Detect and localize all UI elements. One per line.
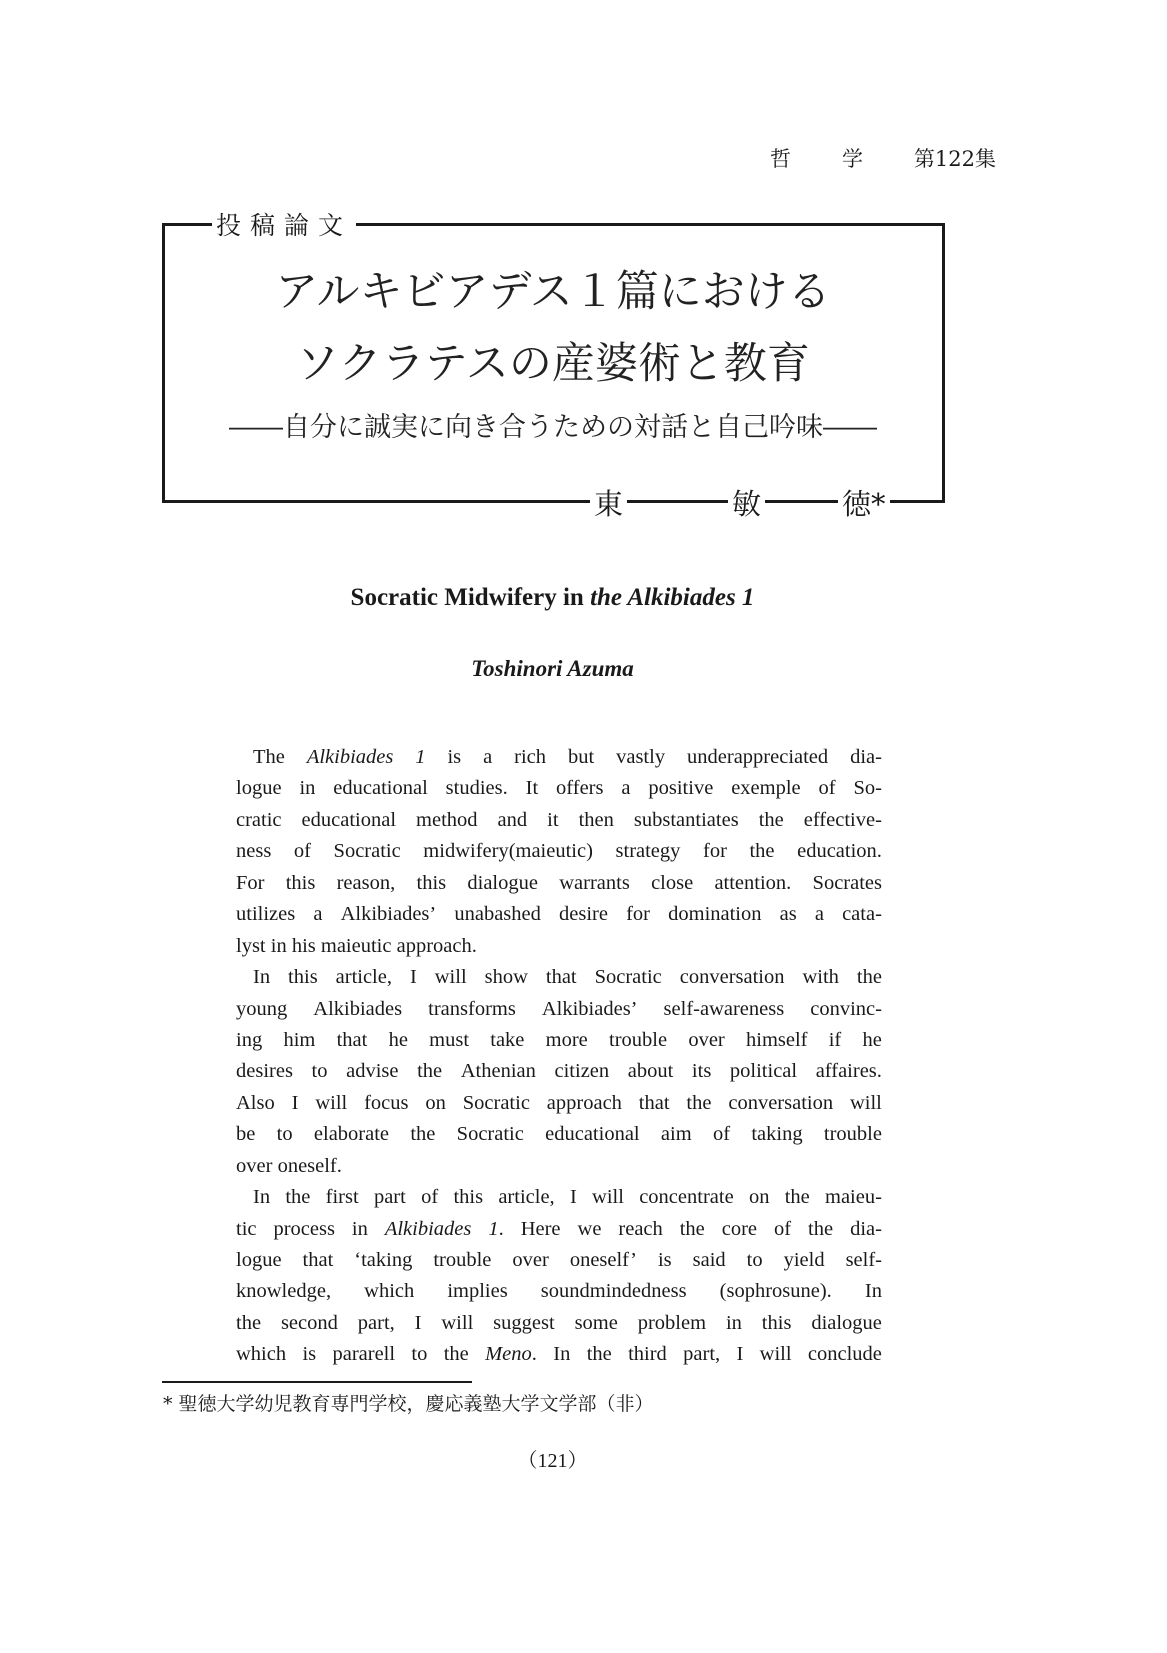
- word: suggest: [493, 1311, 555, 1334]
- word: as: [779, 903, 797, 926]
- text-line: [236, 742, 882, 773]
- word: the: [285, 1186, 311, 1209]
- word: himself: [746, 1028, 808, 1051]
- subtitle: ――自分に誠実に向き合うための対話と自己吟味――: [229, 412, 877, 443]
- word: the: [410, 1123, 436, 1146]
- word: in: [351, 1217, 368, 1240]
- word: this: [288, 966, 318, 989]
- word: must: [429, 1028, 470, 1051]
- word: reach: [618, 1217, 663, 1240]
- word: aim: [660, 1123, 692, 1146]
- word: to: [276, 1123, 293, 1146]
- word: Socratic: [594, 966, 662, 989]
- word: more: [545, 1028, 588, 1051]
- word: article,: [335, 966, 392, 989]
- word: this: [453, 1186, 484, 1209]
- word: which: [364, 1280, 415, 1303]
- text-line: [236, 1308, 882, 1339]
- word: show: [484, 966, 528, 989]
- word: a: [621, 777, 631, 800]
- word: on: [425, 1091, 446, 1114]
- word: desires: [236, 1060, 293, 1083]
- word: take: [490, 1028, 525, 1051]
- word: So-: [853, 777, 882, 800]
- word: method: [416, 808, 478, 831]
- word: in: [299, 777, 316, 800]
- word: if: [828, 1028, 842, 1051]
- text-line: [236, 1119, 882, 1150]
- text-line: [236, 1056, 882, 1087]
- word: attention.: [714, 871, 792, 894]
- word: rich: [514, 746, 547, 768]
- word: implies: [447, 1280, 508, 1303]
- text-line: [236, 836, 882, 867]
- english-title: [0, 584, 1105, 612]
- word: article,: [498, 1186, 555, 1209]
- word: strategy: [615, 840, 681, 863]
- journal-volume: 第122集: [913, 147, 996, 171]
- word: education.: [797, 840, 882, 863]
- word: process: [273, 1217, 335, 1240]
- word: conversation: [728, 1091, 834, 1114]
- journal-name-1: 哲: [770, 147, 791, 171]
- word: that: [302, 1249, 334, 1271]
- word: part,: [357, 1311, 395, 1334]
- word: lyst: [236, 934, 266, 957]
- word: self-: [845, 1249, 882, 1271]
- word: trouble: [609, 1028, 668, 1051]
- word: dialogue: [467, 871, 538, 894]
- word: about: [627, 1060, 674, 1083]
- word: young: [236, 997, 288, 1020]
- title-line-2: ソクラテスの産婆術と教育: [296, 339, 810, 389]
- word: advise: [346, 1060, 399, 1083]
- word: that: [336, 1028, 368, 1051]
- word: educational: [301, 808, 397, 831]
- word: of: [293, 840, 311, 863]
- word: (sophrosune).: [719, 1280, 832, 1303]
- word: focus: [364, 1091, 409, 1114]
- word: ‘taking: [354, 1249, 413, 1271]
- word: cata-: [842, 903, 882, 926]
- word: approach.: [396, 934, 477, 957]
- word: I: [414, 1311, 422, 1334]
- word: the: [856, 966, 882, 989]
- word: part: [373, 1186, 406, 1209]
- word: the: [784, 1186, 810, 1209]
- word: domination: [668, 903, 762, 926]
- word: will: [759, 1343, 792, 1366]
- word: trouble: [433, 1249, 492, 1271]
- word: Athenian: [460, 1060, 536, 1083]
- word: taking: [751, 1123, 803, 1146]
- word: will: [315, 1091, 348, 1114]
- word: will: [849, 1091, 882, 1114]
- title-line-1: アルキビアデス１篇における: [275, 267, 831, 317]
- word: him: [283, 1028, 316, 1051]
- author-jp-char: 徳*: [838, 482, 890, 523]
- word: Socratic: [456, 1123, 524, 1146]
- word: cratic: [236, 808, 282, 831]
- word: exemple: [731, 777, 801, 800]
- word: maieutic: [320, 934, 392, 957]
- word: Alkibiades’: [340, 903, 437, 926]
- word: in: [270, 934, 287, 957]
- page-number: （121）: [517, 1450, 588, 1472]
- word: desire: [559, 903, 608, 926]
- footnote: * 聖徳大学幼児教育専門学校，慶応義塾大学文学部（非）: [163, 1393, 654, 1415]
- word: he: [388, 1028, 408, 1051]
- word: effective-: [803, 808, 882, 831]
- word: will: [434, 966, 467, 989]
- text-line: [236, 1182, 882, 1213]
- word: of: [818, 777, 836, 800]
- author-jp-char: 東: [590, 482, 627, 523]
- word: convinc-: [810, 997, 882, 1020]
- text-line: [236, 773, 882, 804]
- word: Alkibiades: [313, 997, 403, 1020]
- word: The: [253, 746, 285, 768]
- word: we: [577, 1217, 602, 1240]
- word: pararell: [332, 1343, 396, 1366]
- word: for: [703, 840, 727, 863]
- word: a: [313, 903, 323, 926]
- word: some: [574, 1311, 618, 1334]
- word: that: [638, 1091, 670, 1114]
- word: concentrate: [639, 1186, 734, 1209]
- word: educational: [333, 777, 428, 800]
- journal-name-2: 学: [841, 147, 863, 171]
- word: the: [679, 1217, 705, 1240]
- word: the: [236, 1311, 262, 1334]
- word: Socrates: [812, 871, 882, 894]
- word: close: [651, 871, 694, 894]
- word: his: [291, 934, 316, 957]
- word: knowledge,: [236, 1280, 332, 1303]
- word: its: [691, 1060, 712, 1083]
- word: midwifery(maieutic): [423, 840, 593, 863]
- text-line: [236, 899, 882, 930]
- word: transforms: [428, 997, 516, 1020]
- word: be: [236, 1123, 256, 1146]
- word: of: [712, 1123, 731, 1146]
- word: and: [497, 808, 528, 831]
- word: over: [236, 1154, 273, 1177]
- word: is: [302, 1343, 317, 1366]
- word: Also: [236, 1091, 275, 1114]
- word: political: [729, 1060, 798, 1083]
- word: this: [416, 871, 447, 894]
- word: but: [567, 746, 595, 768]
- word: the: [586, 1343, 612, 1366]
- word: trouble: [823, 1123, 882, 1146]
- journal-header: [770, 143, 996, 173]
- text-line: [236, 868, 882, 899]
- word: oneself’: [569, 1249, 637, 1271]
- word: dia-: [850, 1217, 882, 1240]
- word: this: [761, 1311, 792, 1334]
- word: I: [736, 1343, 744, 1366]
- article-type-label: 投稿論文: [212, 206, 356, 242]
- word: dia-: [850, 746, 882, 768]
- word: third: [628, 1343, 667, 1366]
- word: yield: [783, 1249, 825, 1271]
- footnote-rule: [162, 1381, 472, 1383]
- word: In: [864, 1280, 882, 1303]
- text-line: [236, 1245, 882, 1276]
- word: In: [553, 1343, 571, 1366]
- word: with: [802, 966, 839, 989]
- word: second: [280, 1311, 338, 1334]
- word: 1.: [488, 1217, 504, 1240]
- word: affaires.: [815, 1060, 882, 1083]
- word: the: [417, 1060, 443, 1083]
- word: problem: [637, 1311, 707, 1334]
- word: tic: [236, 1217, 257, 1240]
- word: Here: [520, 1217, 561, 1240]
- text-line: [236, 994, 882, 1025]
- word: in: [725, 1311, 742, 1334]
- word: In: [253, 966, 271, 989]
- word: oneself.: [277, 1154, 342, 1177]
- word: will: [592, 1186, 624, 1209]
- word: conversation: [679, 966, 785, 989]
- word: this: [285, 871, 316, 894]
- word: ness: [236, 840, 272, 863]
- text-line: [236, 962, 882, 993]
- word: of: [774, 1217, 792, 1240]
- text-line: [236, 1276, 882, 1307]
- word: In: [253, 1186, 271, 1209]
- word: part,: [683, 1343, 721, 1366]
- word: positive: [648, 777, 714, 800]
- text-line: [236, 1088, 882, 1119]
- word: is: [657, 1249, 672, 1271]
- word: to: [746, 1249, 763, 1271]
- word: the: [443, 1343, 469, 1366]
- text-line: [236, 805, 882, 836]
- word: the: [758, 808, 784, 831]
- word: is: [447, 746, 462, 768]
- word: 1: [415, 746, 426, 768]
- word: I: [291, 1091, 299, 1114]
- word: maieu-: [825, 1186, 882, 1209]
- abstract-body: [236, 742, 882, 1371]
- box-bottom-border: [162, 500, 945, 503]
- author-jp-char: 敏: [728, 482, 765, 523]
- word: over: [688, 1028, 725, 1051]
- word: offers: [556, 777, 604, 800]
- word: ing: [236, 1028, 263, 1051]
- word: for: [626, 903, 650, 926]
- text-line: [236, 1214, 882, 1245]
- text-line: [236, 1339, 882, 1370]
- word: to: [411, 1343, 428, 1366]
- word: said: [692, 1249, 726, 1271]
- word: a: [814, 903, 824, 926]
- word: studies.: [445, 777, 508, 800]
- word: which: [236, 1343, 287, 1366]
- word: core: [721, 1217, 758, 1240]
- word: soundmindedness: [540, 1280, 687, 1303]
- word: I: [409, 966, 417, 989]
- word: it: [547, 808, 559, 831]
- word: For: [236, 871, 265, 894]
- word: to: [311, 1060, 328, 1083]
- word: logue: [236, 1249, 282, 1271]
- word: reason,: [336, 871, 396, 894]
- text-line: [236, 1025, 882, 1056]
- word: over: [512, 1249, 549, 1271]
- word: then: [578, 808, 614, 831]
- word: conclude: [807, 1343, 882, 1366]
- word: the: [749, 840, 775, 863]
- word: citizen: [554, 1060, 610, 1083]
- word: underappreciated: [687, 746, 829, 768]
- word: on: [748, 1186, 770, 1209]
- word: approach: [546, 1091, 622, 1114]
- word: Alkibiades: [306, 746, 394, 768]
- text-line: [236, 1151, 882, 1182]
- word: vastly: [616, 746, 666, 768]
- word: dialogue: [811, 1311, 882, 1334]
- word: Socratic: [333, 840, 401, 863]
- word: self-awareness: [663, 997, 785, 1020]
- word: I: [569, 1186, 577, 1209]
- word: of: [421, 1186, 439, 1209]
- word: logue: [236, 777, 282, 800]
- word: the: [808, 1217, 834, 1240]
- word: first: [325, 1186, 359, 1209]
- word: will: [441, 1311, 474, 1334]
- english-title-text: Socratic Midwifery in: [350, 584, 591, 611]
- word: a: [483, 746, 493, 768]
- english-title-italic: the Alkibiades 1: [590, 584, 755, 611]
- word: he: [862, 1028, 882, 1051]
- word: It: [525, 777, 539, 800]
- word: utilizes: [236, 903, 296, 926]
- text-line: [236, 931, 882, 962]
- word: educational: [545, 1123, 640, 1146]
- english-author: Toshinori Azuma: [471, 656, 634, 681]
- word: Alkibiades’: [541, 997, 638, 1020]
- word: Socratic: [462, 1091, 530, 1114]
- word: Meno.: [485, 1343, 537, 1366]
- word: elaborate: [313, 1123, 390, 1146]
- word: unabashed: [454, 903, 541, 926]
- word: Alkibiades: [384, 1217, 472, 1240]
- word: the: [686, 1091, 712, 1114]
- word: substantiates: [633, 808, 739, 831]
- word: that: [545, 966, 577, 989]
- word: warrants: [559, 871, 630, 894]
